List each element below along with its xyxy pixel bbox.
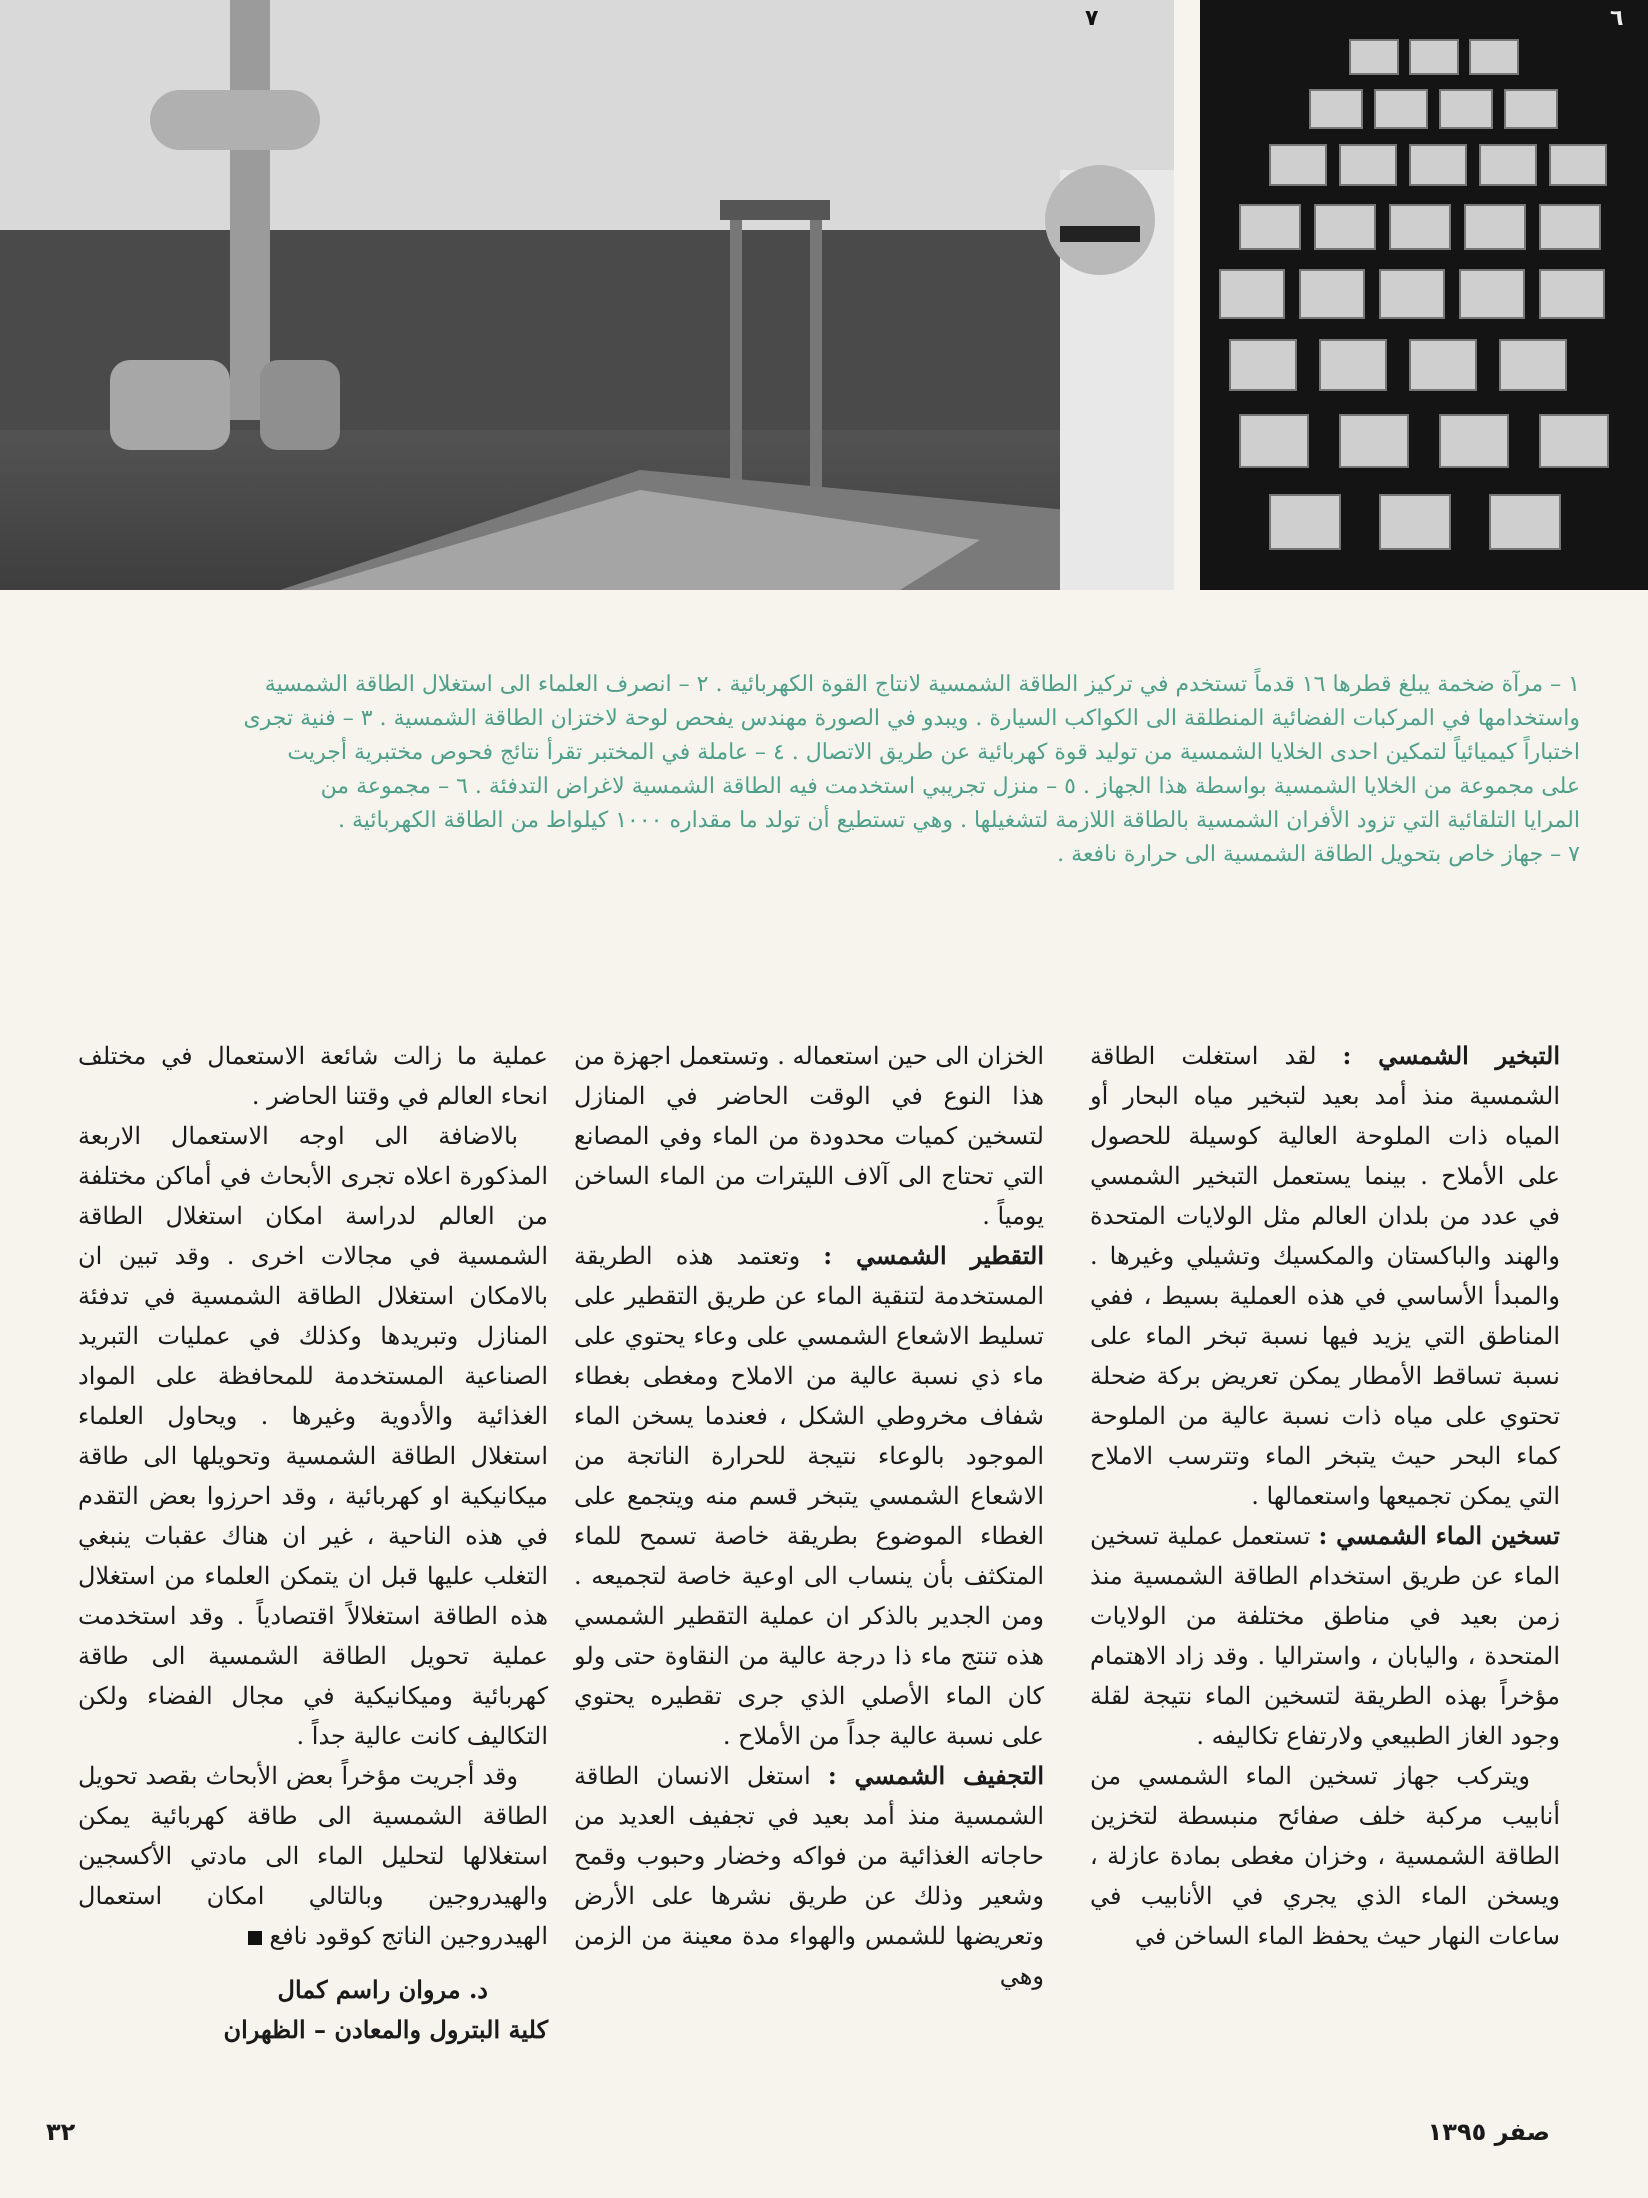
caption-line-1: ١ – مرآة ضخمة يبلغ قطرها ١٦ قدماً تستخدم في تركيز الطاقة الشمسية لانتاج القوة الكهربائية . ٢ – انصرف العلماء الى استغلال الطاقة الشمسية <box>264 672 1580 697</box>
heading-solar-distillation: التقطير الشمسي : <box>823 1241 1044 1270</box>
paragraph-drying-continued: عملية ما زالت شائعة الاستعمال في مختلف انحاء العالم في وقتنا الحاضر . <box>78 1042 548 1110</box>
article-column-right <box>1090 1036 1560 1956</box>
article-column-left <box>78 1036 548 2050</box>
end-of-article-mark <box>248 1931 262 1945</box>
caption-line-5: المرايا التلقائية التي تزود الأفران الشمسية بالطاقة اللازمة لتشغيلها . وهي تستطيع أن تولد ما مقداره ١٠٠٠ كيلواط من الطاقة الكهربائية . <box>337 808 1580 833</box>
heading-solar-drying: التجفيف الشمسي : <box>827 1761 1044 1790</box>
text-solar-drying: استغل الانسان الطاقة الشمسية منذ أمد بعيد في تجفيف العديد من حاجاته الغذائية من فواكه وخضار وحبوب وقمح وشعير وذلك عن طريق نشرها على الأرض وتعريضها للشمس والهواء مدة معينة من الزمن وهي <box>574 1762 1044 1990</box>
issue-date: صفر ١٣٩٥ <box>1427 2118 1550 2146</box>
paragraph-solar-drying <box>574 1756 1044 1996</box>
page-number: ٣٢ <box>46 2118 76 2146</box>
text-solar-evaporation: لقد استغلت الطاقة الشمسية منذ أمد بعيد لتبخير مياه البحار أو المياه ذات الملوحة العالية كوسيلة للحصول على الأملاح . بينما يستعمل التبخير الشمسي في عدد من بلدان العالم مثل الولايات المتحدة والهند والباكستان والمكسيك وتشيلي وغيرها . والمبدأ الأساسي في هذه العملية بسيط ، ففي المناطق التي يزيد فيها نسبة تبخر الماء على نسبة تساقط الأمطار يمكن تعريض بركة ضحلة تحتوي على مياه ذات نسبة عالية من الملوحة كماء البحر حيث يتبخر الماء وتترسب الاملاح التي يمكن تجميعها واستعمالها . <box>1090 1042 1561 1510</box>
caption-line-3: اختباراً كيميائياً لتمكين احدى الخلايا الشمسية من توليد قوة كهربائية عن طريق الاتصال . ٤ – عاملة في المختبر تقرأ نتائج فحوص مختبرية أجريت <box>287 740 1580 765</box>
paragraph-solar-water-heating <box>1090 1516 1560 1756</box>
photo-solar-apparatus <box>0 0 1174 590</box>
heading-solar-evaporation: التبخير الشمسي : <box>1342 1041 1560 1070</box>
heading-solar-water-heating: تسخين الماء الشمسي : <box>1318 1521 1560 1550</box>
solar-apparatus-photo-art <box>0 0 1174 590</box>
photo-captions <box>80 668 1580 872</box>
article-column-middle <box>574 1036 1044 1996</box>
photo-number-right: ٦ <box>1610 6 1624 31</box>
caption-line-6: ٧ – جهاز خاص بتحويل الطاقة الشمسية الى حرارة نافعة . <box>1057 842 1580 867</box>
paragraph-solar-evaporation <box>1090 1036 1560 1516</box>
paragraph-solar-distillation <box>574 1236 1044 1756</box>
author-block <box>78 1970 548 2050</box>
paragraph-heater-structure: ويتركب جهاز تسخين الماء الشمسي من أنابيب مركبة خلف صفائح منبسطة لتخزين الطاقة الشمسية ، وخزان مغطى بمادة عازلة ، ويسخن الماء الذي يجري في الأنابيب في ساعات النهار حيث يحفظ الماء الساخن في <box>1090 1762 1560 1950</box>
text-solar-water-heating: تستعمل عملية تسخين الماء عن طريق استخدام الطاقة الشمسية منذ زمن بعيد في مناطق مختلفة من الولايات المتحدة ، واليابان ، واستراليا . وقد زاد الاهتمام مؤخراً بهذه الطريقة لتسخين الماء نتيجة لقلة وجود الغاز الطبيعي ولارتفاع تكاليفه . <box>1090 1522 1560 1750</box>
author-name: د. مروان راسم كمال <box>277 1975 488 2004</box>
author-affiliation: كلية البترول والمعادن – الظهران <box>223 2015 548 2044</box>
text-solar-distillation: وتعتمد هذه الطريقة المستخدمة لتنقية الماء عن طريق التقطير على تسليط الاشعاع الشمسي على وعاء يحتوي على ماء ذي نسبة عالية من الاملاح ومغطى بغطاء شفاف مخروطي الشكل ، فعندما يسخن الماء الموجود بالوعاء نتيجة للحرارة الناتجة من الاشعاع الشمسي يتبخر قسم منه ويتجمع على الغطاء الموضوع بطريقة خاصة تسمح للماء المتكثف بأن ينساب الى اوعية خاصة لتجميعه . ومن الجدير بالذكر ان عملية التقطير الشمسي هذه تنتج ماء ذا درجة عالية من النقاوة حتى ولو كان الماء الأصلي الذي جرى تقطيره يحتوي على نسبة عالية جداً من الأملاح . <box>574 1242 1044 1750</box>
photo-number-left: ٧ <box>1085 6 1099 31</box>
paragraph-hydrogen-research <box>78 1756 548 1956</box>
solar-mirrors-photo-art <box>1200 0 1648 590</box>
text-hydrogen-research: وقد أجريت مؤخراً بعض الأبحاث بقصد تحويل الطاقة الشمسية الى طاقة كهربائية يمكن استغلالها لتحليل الماء الى مادتي الأكسجين والهيدروجين وبالتالي امكان استعمال الهيدروجين الناتج كوقود نافع <box>78 1762 548 1950</box>
paragraph-other-uses: بالاضافة الى اوجه الاستعمال الاربعة المذكورة اعلاه تجرى الأبحاث في أماكن مختلفة من العالم لدراسة امكان استغلال الطاقة الشمسية في مجالات اخرى . وقد تبين ان بالامكان استغلال الطاقة الشمسية في تدفئة المنازل وتبريدها وكذلك في عمليات التبريد الصناعية المستخدمة للمحافظة على المواد الغذائية والأدوية وغيرها . ويحاول العلماء استغلال الطاقة الشمسية وتحويلها الى طاقة ميكانيكية او كهربائية ، وقد احرزوا بعض التقدم في هذه الناحية ، غير ان هناك عقبات ينبغي التغلب عليها قبل ان يتمكن العلماء من استغلال هذه الطاقة استغلالاً اقتصادياً . وقد استخدمت عملية تحويل الطاقة الشمسية الى طاقة كهربائية وميكانيكية في مجال الفضاء ولكن التكاليف كانت عالية جداً . <box>78 1122 548 1750</box>
photo-solar-mirrors <box>1200 0 1648 590</box>
caption-line-2: واستخدامها في المركبات الفضائية المنطلقة الى الكواكب السيارة . ويبدو في الصورة مهندس يفحص لوحة لاختزان الطاقة الشمسية . ٣ – فنية تجرى <box>243 706 1580 731</box>
paragraph-tank-usage: الخزان الى حين استعماله . وتستعمل اجهزة من هذا النوع في الوقت الحاضر في المنازل لتسخين كميات محدودة من الماء وفي المصانع التي تحتاج الى آلاف الليترات من الماء الساخن يومياً . <box>574 1042 1044 1230</box>
caption-line-4: على مجموعة من الخلايا الشمسية بواسطة هذا الجهاز . ٥ – منزل تجريبي استخدمت فيه الطاقة الشمسية لاغراض التدفئة . ٦ – مجموعة من <box>320 774 1580 799</box>
